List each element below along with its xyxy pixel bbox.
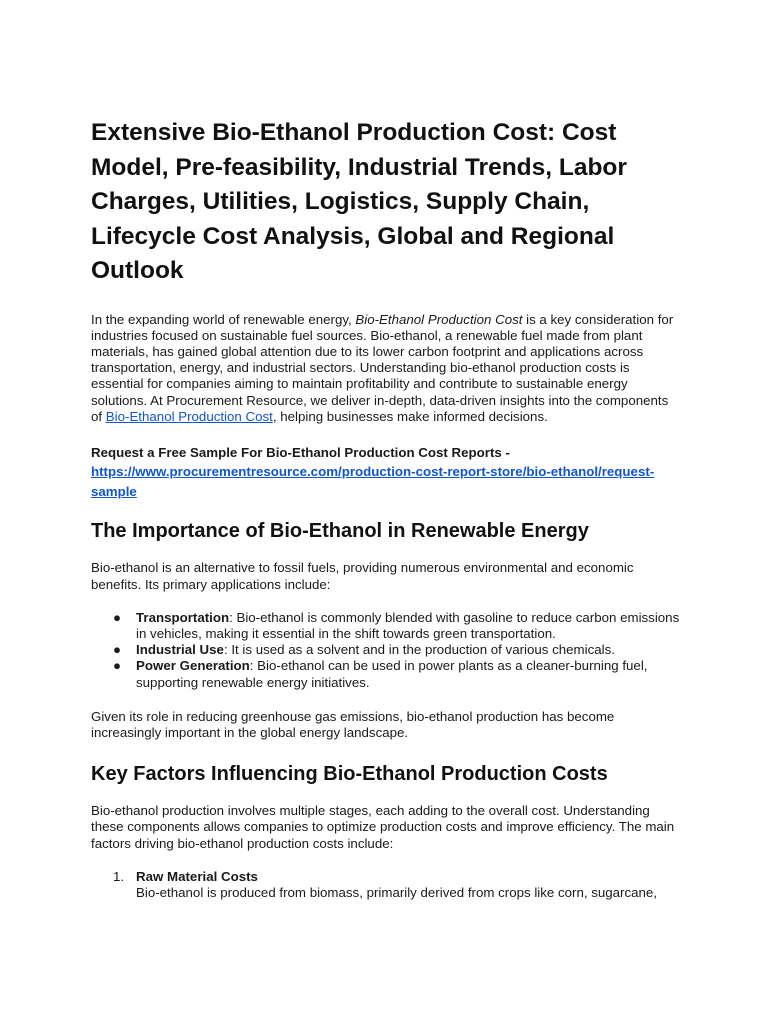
bullet-dot-icon: ● [113, 658, 122, 674]
importance-closing-paragraph: Given its role in reducing greenhouse gas emissions, bio-ethanol production has become increasingly important in the global energy landscape. [91, 708, 615, 741]
bio-ethanol-cost-link[interactable]: Bio-Ethanol Production Cost [105, 408, 273, 424]
intro-text-2: is a key consideration for industries focused on sustainable fuel sources. Bio-ethanol, a renewable fuel made from plant materials, has gained global attention due to its lower carbon footprint and applications across transportation, energy, and industrial sectors. Understanding bio-ethanol production costs is essential for companies aiming to maintain profitability and contribute to sustainable energy solutions. At Procurement Resource, we deliver in-depth, data-driven insights into the components of [91, 311, 674, 424]
list-item-term: Industrial Use [136, 642, 224, 658]
request-sample-link[interactable]: https://www.procurementresource.com/production-cost-report-store/bio-ethanol/request-sample [91, 464, 655, 499]
list-item [113, 609, 683, 642]
list-item-term: Transportation [136, 609, 230, 625]
list-item [113, 658, 683, 690]
factors-list [91, 869, 683, 901]
list-item-number: 1. [113, 868, 125, 884]
factor-title: Raw Material Costs [136, 868, 258, 884]
intro-paragraph [91, 312, 683, 425]
request-sample-label: Request a Free Sample For Bio-Ethanol Production Cost Reports - [91, 444, 510, 460]
intro-text-1: In the expanding world of renewable energy, [91, 311, 356, 327]
list-item [113, 642, 683, 658]
intro-text-3: , helping businesses make informed decisions. [272, 408, 548, 424]
importance-lead-paragraph: Bio-ethanol is an alternative to fossil fuels, providing numerous environmental and economic benefits. Its primary applications include: [91, 560, 634, 592]
key-factors-lead-paragraph: Bio-ethanol production involves multiple stages, each adding to the overall cost. Understanding these components allows companies to optimize production costs and improve efficiency. The main factors driving bio-ethanol production costs include: [91, 803, 675, 851]
document-page [91, 116, 683, 901]
document-title: Extensive Bio-Ethanol Production Cost: Cost Model, Pre-feasibility, Industrial Trends, Labor Charges, Utilities, Logistics, Supply Chain, Lifecycle Cost Analysis, Global and Regional Outlook [91, 119, 627, 284]
list-item-text: : Bio-ethanol can be used in power plants as a cleaner-burning fuel, supporting renewable energy initiatives. [136, 658, 648, 690]
section-heading-importance: The Importance of Bio-Ethanol in Renewable Energy [91, 520, 589, 543]
request-sample-block [91, 443, 683, 502]
factor-text: Bio-ethanol is produced from biomass, primarily derived from crops like corn, sugarcane, [136, 885, 658, 901]
applications-list [91, 610, 683, 691]
section-heading-key-factors: Key Factors Influencing Bio-Ethanol Production Costs [91, 763, 608, 786]
bullet-dot-icon: ● [113, 609, 122, 625]
intro-italic-term: Bio-Ethanol Production Cost [355, 311, 523, 327]
list-item [113, 868, 683, 901]
list-item-text: : It is used as a solvent and in the production of various chemicals. [223, 642, 615, 658]
list-item-term: Power Generation [136, 658, 250, 674]
bullet-dot-icon: ● [113, 642, 122, 658]
list-item-text: : Bio-ethanol is commonly blended with gasoline to reduce carbon emissions in vehicles, making it essential in the shift towards green transportation. [136, 609, 680, 642]
